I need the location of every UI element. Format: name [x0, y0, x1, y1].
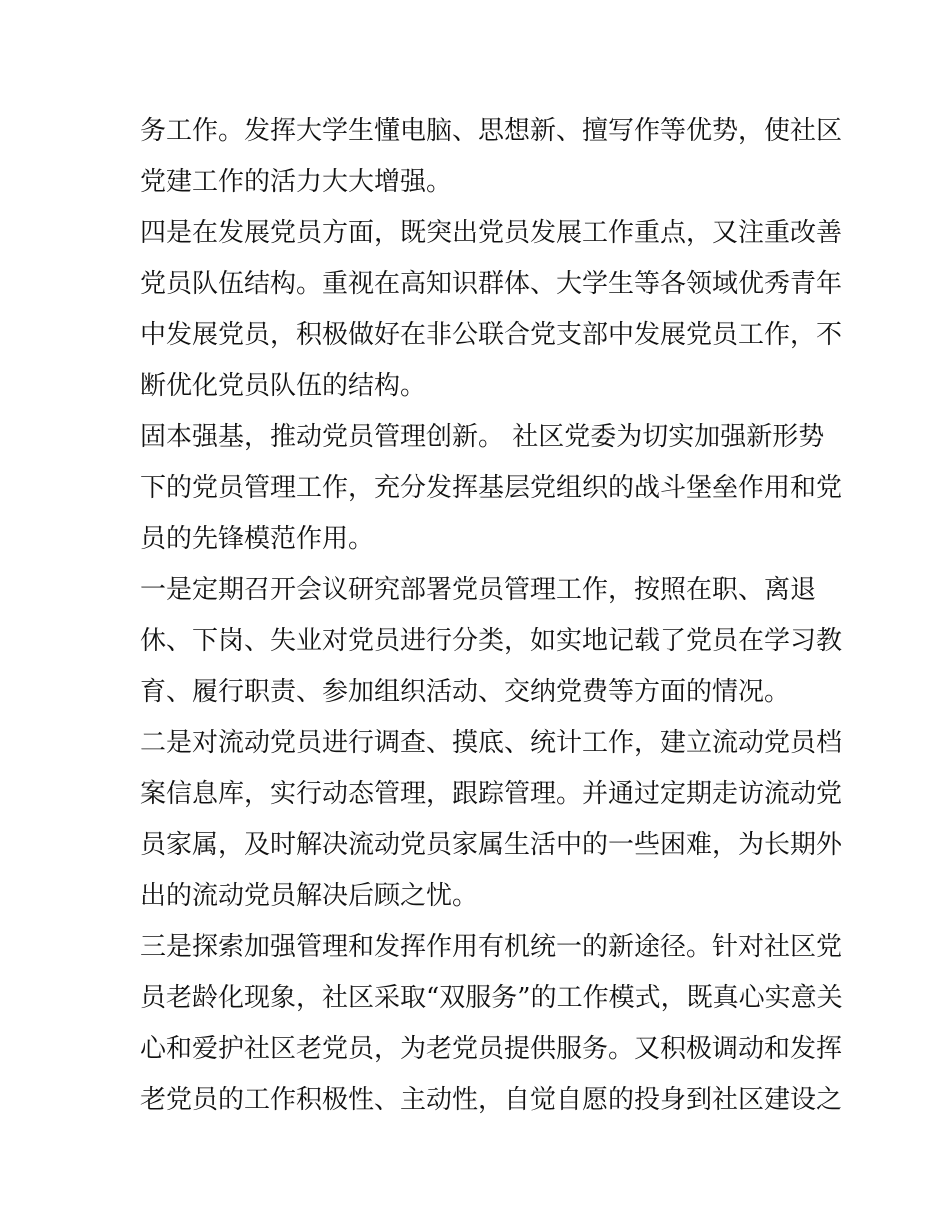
text-line: 二是对流动党员进行调查、摸底、统计工作，建立流动党员档 [140, 728, 843, 758]
text-line: 员老龄化现象，社区采取“双服务”的工作模式，既真心实意关 [140, 983, 843, 1013]
paragraph-student-advantages [140, 106, 843, 208]
text-line: 老党员的工作积极性、主动性，自觉自愿的投身到社区建设之 [140, 1085, 843, 1115]
text-line: 休、下岗、失业对党员进行分类，如实地记载了党员在学习教 [140, 626, 843, 656]
text-line: 出的流动党员解决后顾之忧。 [140, 881, 479, 911]
text-line: 务工作。发挥大学生懂电脑、思想新、擅写作等优势，使社区 [140, 116, 843, 146]
paragraph-elderly-members [140, 922, 843, 1126]
paragraph-management-innovation [140, 412, 843, 565]
paragraph-member-development [140, 208, 843, 412]
text-line: 员家属，及时解决流动党员家属生活中的一些困难，为长期外 [140, 830, 843, 860]
text-line: 员的先锋模范作用。 [140, 524, 375, 554]
text-line: 三是探索加强管理和发挥作用有机统一的新途径。针对社区党 [140, 932, 843, 962]
text-line: 心和爱护社区老党员，为老党员提供服务。又积极调动和发挥 [140, 1034, 843, 1064]
text-line: 下的党员管理工作，充分发挥基层党组织的战斗堡垒作用和党 [140, 473, 843, 503]
text-line: 育、履行职责、参加组织活动、交纳党费等方面的情况。 [140, 677, 791, 707]
document-body [140, 106, 843, 1126]
text-line: 中发展党员，积极做好在非公联合党支部中发展党员工作，不 [140, 320, 843, 350]
text-line: 四是在发展党员方面，既突出党员发展工作重点，又注重改善 [140, 218, 843, 248]
text-line: 党员队伍结构。重视在高知识群体、大学生等各领域优秀青年 [140, 269, 843, 299]
text-line: 一是定期召开会议研究部署党员管理工作，按照在职、离退 [140, 575, 817, 605]
text-line: 固本强基，推动党员管理创新。 社区党委为切实加强新形势 [140, 422, 825, 452]
text-line: 党建工作的活力大大增强。 [140, 167, 453, 197]
paragraph-regular-meetings [140, 565, 843, 718]
paragraph-mobile-members [140, 718, 843, 922]
text-line: 断优化党员队伍的结构。 [140, 371, 427, 401]
text-line: 案信息库，实行动态管理，跟踪管理。并通过定期走访流动党 [140, 779, 843, 809]
